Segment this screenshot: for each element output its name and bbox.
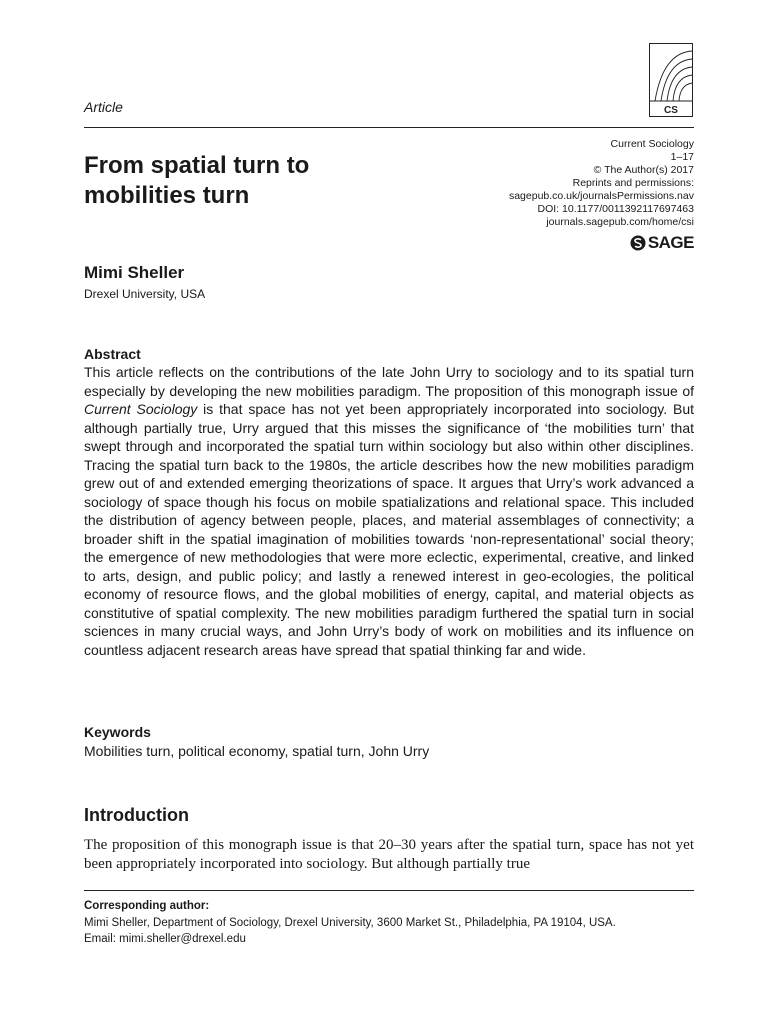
author-affiliation: Drexel University, USA [84, 287, 206, 301]
reprints-label: Reprints and permissions: [572, 177, 694, 189]
keywords-heading: Keywords [84, 724, 151, 740]
title-line-1: From spatial turn to [84, 152, 310, 179]
corresponding-author-email[interactable]: Email: mimi.sheller@drexel.edu [84, 933, 246, 945]
introduction-text: The proposition of this monograph issue is that 20–30 years after the spatial turn, space has not yet been appropriately incorporated into sociology. But although partially true [84, 837, 694, 872]
sage-logo [630, 233, 694, 253]
publisher-name: SAGE [647, 233, 694, 252]
sage-emblem-icon [630, 235, 646, 251]
keywords-list: Mobilities turn, political economy, spatial turn, John Urry [84, 743, 430, 759]
current-sociology-logo [649, 43, 693, 117]
article-title [84, 151, 424, 211]
logo-text: CS [664, 105, 678, 116]
journal-metadata [394, 138, 694, 229]
copyright: © The Author(s) 2017 [593, 164, 694, 176]
corresponding-author-heading: Corresponding author: [84, 900, 210, 912]
author-name: Mimi Sheller [84, 263, 185, 282]
reprints-link[interactable]: sagepub.co.uk/journalsPermissions.nav [508, 190, 694, 202]
abstract-heading: Abstract [84, 346, 141, 362]
introduction-heading: Introduction [84, 805, 189, 825]
page-range: 1–17 [670, 151, 694, 163]
corresponding-author-address: Mimi Sheller, Department of Sociology, Drexel University, 3600 Market St., Philadelphia, PA 19104, USA. [84, 917, 616, 929]
doi[interactable]: DOI: 10.1177/0011392117697463 [537, 203, 694, 215]
journal-name: Current Sociology [610, 138, 694, 150]
journal-home-link[interactable]: journals.sagepub.com/home/csi [546, 216, 694, 228]
article-type-label: Article [84, 99, 123, 115]
abstract-text-part-2: is that space has not yet been appropriately incorporated into sociology. But although partially true, Urry argued that this misses the significance of ‘the mobilities turn’ that swept through and incorporated the spatial turn within sociology but also within other disciplines. Tracing the spatial turn back to the 1980s, the article describes how the new mobilities paradigm grew out of and extended emerging theorizations of space. It argues that Urry’s work advanced a sociology of space though his focus on mobile spatializations and relational space. This included the distribution of agency between people, places, and material assemblages of connectivity; a broader shift in the spatial imagination of mobilities towards ‘non-representational’ social theory; the emergence of new methodologies that were more eclectic, experimental, creative, and linked to arts, design, and public policy; and lastly a renewed interest in geo-ecologies, the political economy of resource flows, and the global mobilities of energy, capital, and material objects as constitutive of spatial complexity. The new mobilities paradigm furthered the spatial turn in social sciences in many crucial ways, and John Urry’s body of work on mobilities and its influence on countless adjacent research areas have spread that spatial thinking far and wide. [84, 401, 694, 658]
title-line-2: mobilities turn [84, 182, 250, 209]
footnote-divider [84, 890, 694, 891]
abstract-text [84, 363, 694, 659]
abstract-text-part-1: This article reflects on the contributions of the late John Urry to sociology and to its spatial turn especially by developing the new mobilities paradigm. The proposition of this monograph issue of [84, 364, 694, 399]
journal-title-italic: Current Sociology [84, 401, 198, 417]
top-divider [84, 127, 694, 128]
